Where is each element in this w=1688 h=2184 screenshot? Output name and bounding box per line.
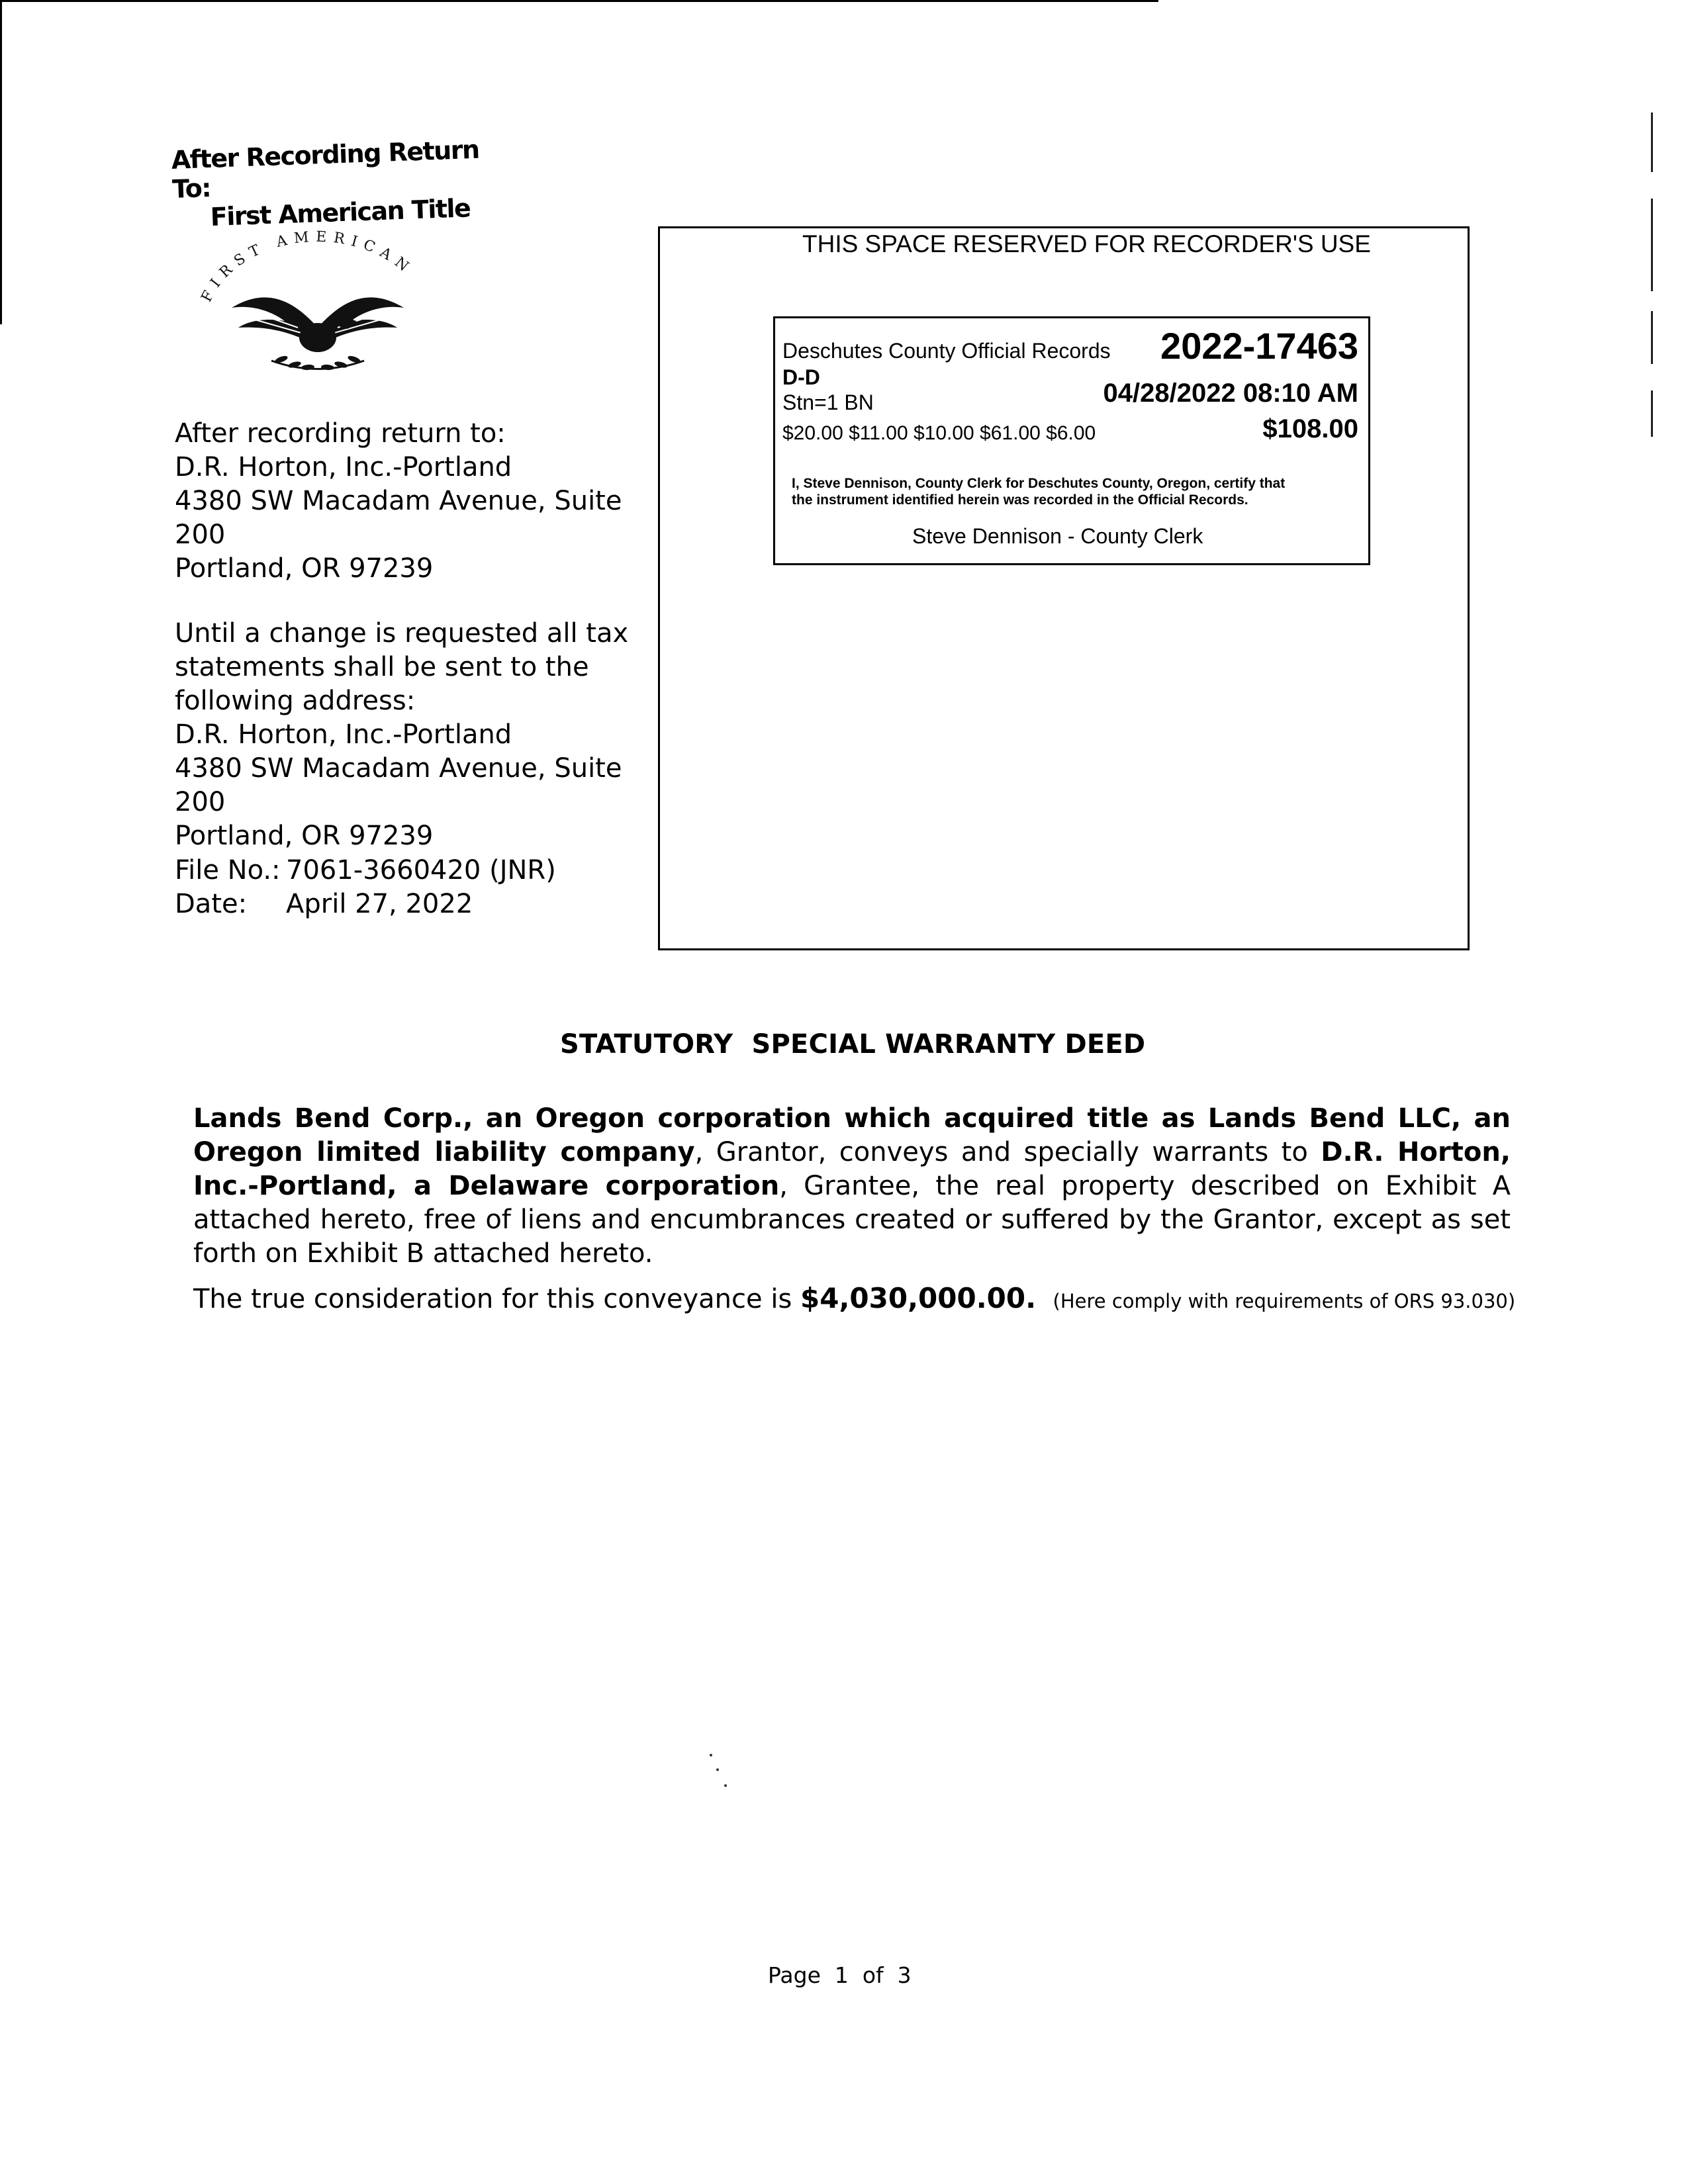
recording-station: Stn=1 BN <box>782 390 874 414</box>
recording-number: 2022-17463 <box>1160 325 1358 367</box>
address-line: D.R. Horton, Inc.-Portland <box>175 452 512 482</box>
date-label: Date: <box>175 889 248 919</box>
document-code: D-D <box>782 365 820 389</box>
file-number-label: File No.: <box>175 855 281 886</box>
tax-statement-address <box>175 617 651 853</box>
address-line: Portland, OR 97239 <box>175 553 434 584</box>
address-line: Portland, OR 97239 <box>175 821 434 851</box>
scan-artifact <box>1651 199 1653 291</box>
consideration-amount: $4,030,000.00. <box>800 1282 1037 1314</box>
recording-fees: $20.00 $11.00 $10.00 $61.00 $6.00 <box>782 422 1096 444</box>
page-number: Page 1 of 3 <box>768 1962 912 1988</box>
deed-text: , Grantee, the real property described on Exhibit A attached hereto, free of liens and encumbrances created or suffered by the Grantor, except as set forth on Exhibit B attached hereto. <box>193 1171 1511 1269</box>
address-line: 4380 SW Macadam Avenue, Suite 200 <box>175 753 631 817</box>
recording-total: $108.00 <box>1262 414 1358 443</box>
consideration-note: (Here comply with requirements of ORS 93.030) <box>1053 1290 1516 1312</box>
recorder-space-title: THIS SPACE RESERVED FOR RECORDER'S USE <box>802 230 1371 257</box>
grantor: Lands Bend Corp., an Oregon corporation which acquired title as Lands Bend LLC, an Oregon limited liability company <box>193 1103 1511 1167</box>
address-line: After recording return to: <box>175 418 506 449</box>
scan-speck <box>716 1768 719 1771</box>
address-line: D.R. Horton, Inc.-Portland <box>175 719 512 750</box>
file-number-value: 7061-3660420 (JNR) <box>286 855 556 886</box>
consideration-text: The true consideration for this conveyance is <box>193 1284 801 1314</box>
return-stamp <box>171 134 491 233</box>
return-stamp-line: After Recording Return To: <box>171 134 480 204</box>
svg-text:FIRST AMERICAN <box>199 228 417 304</box>
consideration-statement <box>193 1282 1517 1314</box>
recording-stamp-content <box>782 324 1358 563</box>
address-line: 4380 SW Macadam Avenue, Suite <box>175 486 622 516</box>
scan-left-edge <box>0 0 2 324</box>
address-line: statements shall be sent to the <box>175 652 589 682</box>
logo-arc-text: FIRST AMERICAN <box>198 228 417 305</box>
address-line: Until a change is requested all tax <box>175 618 629 649</box>
scan-artifact <box>1651 311 1653 364</box>
scan-speck <box>710 1754 712 1756</box>
return-stamp-line: First American Title <box>210 193 471 232</box>
deed-title: STATUTORY SPECIAL WARRANTY DEED <box>560 1029 1146 1060</box>
deed-paragraph <box>193 1102 1511 1271</box>
recording-datetime: 04/28/2022 08:10 AM <box>1103 379 1358 408</box>
scan-artifact <box>1651 113 1653 172</box>
eagle-icon <box>192 228 444 387</box>
address-line: following address: <box>175 686 416 716</box>
clerk-certification: I, Steve Dennison, County Clerk for Deschutes County, Oregon, certify that the instrument identified herein was recorded in the Official Records. <box>792 476 1286 508</box>
deed-text: , Grantor, conveys and specially warrants to <box>694 1137 1321 1167</box>
scan-artifact <box>1651 390 1653 437</box>
scan-top-edge <box>0 0 1158 2</box>
clerk-name: Steve Dennison - County Clerk <box>912 524 1203 548</box>
grantee: D.R. Horton, Inc.-Portland, a Delaware corporation <box>193 1137 1511 1201</box>
date-value: April 27, 2022 <box>286 889 473 919</box>
scan-speck <box>724 1784 727 1787</box>
file-info <box>175 854 651 921</box>
address-line: 200 <box>175 520 226 550</box>
recording-county: Deschutes County Official Records <box>782 339 1111 363</box>
return-address <box>175 417 651 586</box>
